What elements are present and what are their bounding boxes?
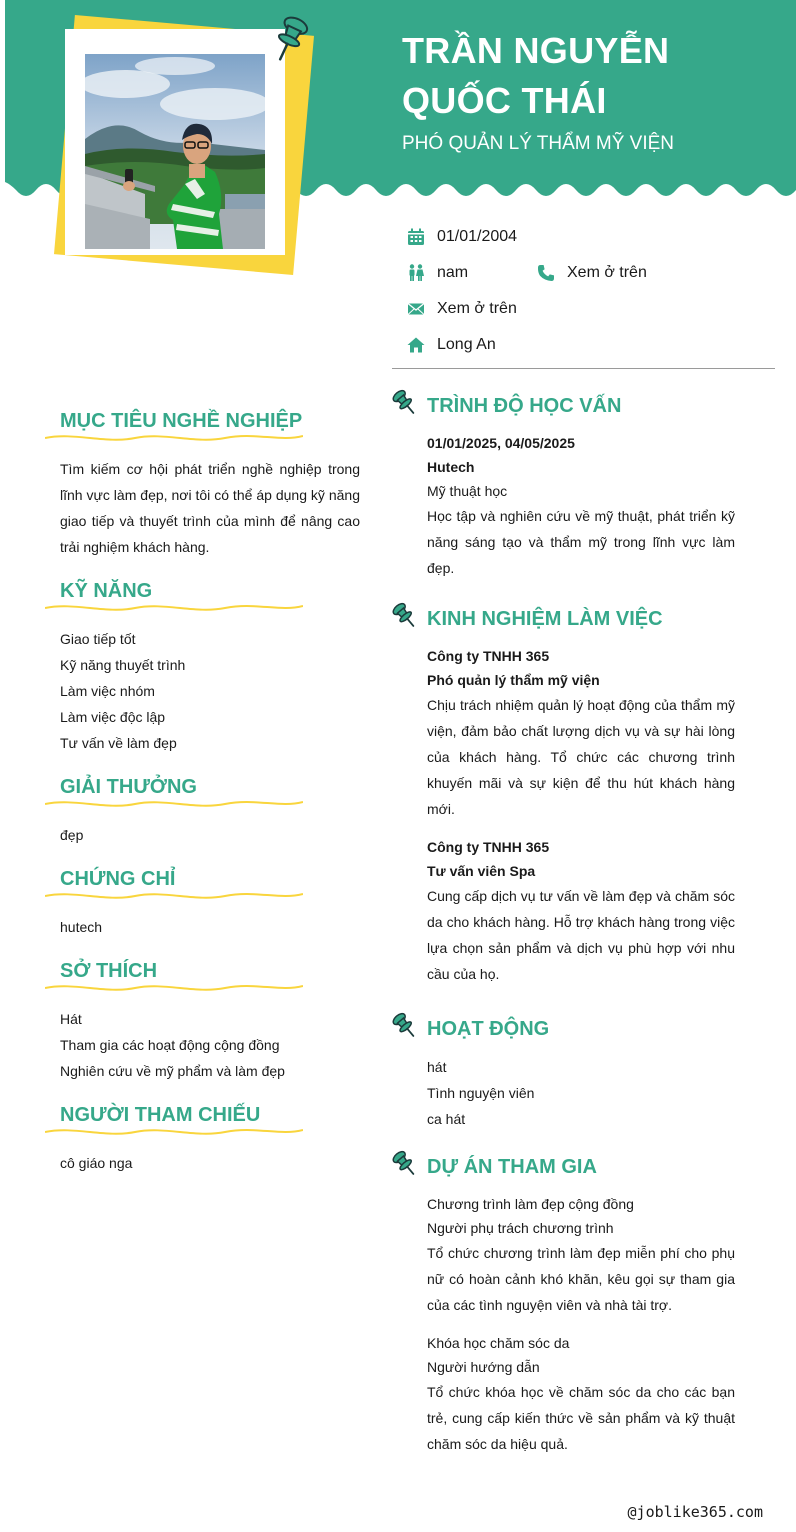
list-item: Kỹ năng thuyết trình: [60, 657, 186, 673]
education-description: Học tập và nghiên cứu về mỹ thuật, phát triển kỹ năng sáng tạo và thẩm mỹ trong lĩnh vực làm đẹp.: [427, 508, 735, 576]
mail-icon: [405, 298, 427, 320]
section-title: KINH NGHIỆM LÀM VIỆC: [427, 608, 663, 630]
section-header: [45, 766, 365, 812]
section-education: [392, 389, 782, 581]
birthday-value: 01/01/2004: [437, 228, 518, 245]
section-header: [45, 950, 365, 996]
education-entry: [392, 431, 735, 581]
wavy-underline: [45, 890, 303, 902]
wavy-underline: [45, 982, 303, 994]
avatar-photo: [85, 54, 265, 249]
job-description: Chịu trách nhiệm quản lý hoạt động của thẩm mỹ viện, đảm bảo chất lượng dịch vụ và sự hài lòng của khách hàng. Tổ chức các chương trình khuyến mãi và sự kiện để thu hút khách hàng mới.: [427, 697, 735, 817]
project-description: Tổ chức khóa học về chăm sóc da cho các bạn trẻ, cung cấp kiến thức về sản phẩm và kỹ thuật chăm sóc da hiệu quả.: [427, 1384, 735, 1452]
contact-email: [405, 298, 517, 320]
calendar-icon: [405, 226, 427, 248]
wavy-underline: [45, 602, 303, 614]
section-title: CHỨNG CHỈ: [60, 868, 176, 890]
job-description: Cung cấp dịch vụ tư vấn về làm đẹp và chăm sóc da cho khách hàng. Hỗ trợ khách hàng trong việc lựa chọn sản phẩm và dịch vụ phù hợp với nhu cầu của họ.: [427, 888, 735, 982]
project-entry: [392, 1192, 735, 1318]
section-hobbies: [45, 950, 365, 1084]
project-entry: [392, 1331, 735, 1457]
candidate-job-title: PHÓ QUẢN LÝ THẨM MỸ VIỆN: [402, 133, 675, 154]
section-title: KỸ NĂNG: [60, 580, 153, 602]
project-role: Người phụ trách chương trình: [427, 1220, 614, 1236]
list-item: cô giáo nga: [60, 1155, 133, 1171]
section-title: SỞ THÍCH: [60, 960, 158, 982]
email-value: Xem ở trên: [437, 300, 517, 317]
phone-value: Xem ở trên: [567, 264, 647, 281]
education-major: Mỹ thuật học: [427, 483, 508, 499]
list-item: hutech: [60, 919, 103, 935]
pushpin-icon: [392, 602, 418, 630]
section-certificates: [45, 858, 365, 940]
contact-divider: [392, 368, 775, 369]
project-name: Khóa học chăm sóc da: [427, 1335, 570, 1351]
job-position: Phó quản lý thẩm mỹ viện: [427, 672, 600, 688]
pushpin-icon: [266, 13, 312, 63]
list-item: ca hát: [427, 1111, 466, 1127]
section-experience: [392, 602, 782, 987]
pushpin-icon: [392, 389, 418, 417]
section-projects: [392, 1150, 782, 1457]
wavy-underline: [45, 798, 303, 810]
section-skills: [45, 570, 365, 756]
gender-icon: [405, 262, 427, 284]
objective-text: Tìm kiếm cơ hội phát triển nghề nghiệp trong lĩnh vực làm đẹp, nơi tôi có thể áp dụng kỹ năng giao tiếp và thuyết trình của mình để nâng cao trải nghiệm khách hàng.: [60, 461, 360, 555]
section-header: [45, 570, 365, 616]
section-activities: [392, 1012, 782, 1132]
project-role: Người hướng dẫn: [427, 1359, 540, 1375]
wavy-underline: [45, 432, 303, 444]
activities-list: [392, 1054, 735, 1132]
section-header: [392, 1012, 782, 1048]
job-position: Tư vấn viên Spa: [427, 863, 536, 879]
photo-frame: [40, 5, 325, 290]
section-header: [392, 1150, 782, 1186]
awards-list: [45, 822, 365, 848]
list-item: Tư vấn về làm đẹp: [60, 735, 177, 751]
references-list: [45, 1150, 365, 1176]
wavy-underline: [45, 1126, 303, 1138]
section-title: NGƯỜI THAM CHIẾU: [60, 1104, 261, 1126]
list-item: Làm việc độc lập: [60, 709, 166, 725]
pushpin-icon: [392, 1012, 418, 1040]
education-school: Hutech: [427, 459, 475, 475]
education-period: 01/01/2025, 04/05/2025: [427, 435, 575, 451]
contact-gender: [405, 262, 468, 284]
section-objective: [45, 400, 365, 560]
project-description: Tổ chức chương trình làm đẹp miễn phí cho phụ nữ có hoàn cảnh khó khăn, kêu gọi sự tham gia của các tình nguyện viên và nhà tài trợ.: [427, 1245, 735, 1313]
section-header: [392, 389, 782, 425]
section-title: MỤC TIÊU NGHỀ NGHIỆP: [60, 410, 303, 432]
section-title: TRÌNH ĐỘ HỌC VẤN: [427, 395, 622, 417]
candidate-name: TRẦN NGUYỄN QUỐC THÁI: [402, 30, 670, 121]
section-title: GIẢI THƯỞNG: [60, 776, 197, 798]
experience-entry: [392, 835, 735, 987]
contact-phone: [535, 262, 647, 284]
list-item: Tham gia các hoạt động cộng đồng: [60, 1037, 280, 1053]
job-company: Công ty TNHH 365: [427, 648, 550, 664]
section-title: HOẠT ĐỘNG: [427, 1018, 550, 1040]
footer-watermark: @joblike365.com: [627, 1503, 763, 1521]
project-name: Chương trình làm đẹp cộng đồng: [427, 1196, 634, 1212]
pushpin-icon: [392, 1150, 418, 1178]
section-title: DỰ ÁN THAM GIA: [427, 1156, 597, 1178]
list-item: Làm việc nhóm: [60, 683, 155, 699]
list-item: đẹp: [60, 827, 84, 843]
section-awards: [45, 766, 365, 848]
list-item: Hát: [60, 1011, 82, 1027]
contact-birthday: [405, 226, 517, 248]
section-header: [45, 1094, 365, 1140]
experience-entry: [392, 644, 735, 822]
phone-icon: [535, 262, 557, 284]
gender-value: nam: [437, 264, 469, 281]
list-item: Nghiên cứu về mỹ phẩm và làm đẹp: [60, 1063, 285, 1079]
section-header: [392, 602, 782, 638]
section-header: [45, 858, 365, 904]
skills-list: [45, 626, 365, 756]
section-references: [45, 1094, 365, 1176]
contact-address: [405, 334, 496, 356]
job-company: Công ty TNHH 365: [427, 839, 550, 855]
certificates-list: [45, 914, 365, 940]
address-value: Long An: [437, 336, 496, 353]
list-item: Giao tiếp tốt: [60, 631, 136, 647]
list-item: hát: [427, 1059, 447, 1075]
list-item: Tình nguyện viên: [427, 1085, 535, 1101]
hobbies-list: [45, 1006, 365, 1084]
home-icon: [405, 334, 427, 356]
section-header: [45, 400, 365, 446]
